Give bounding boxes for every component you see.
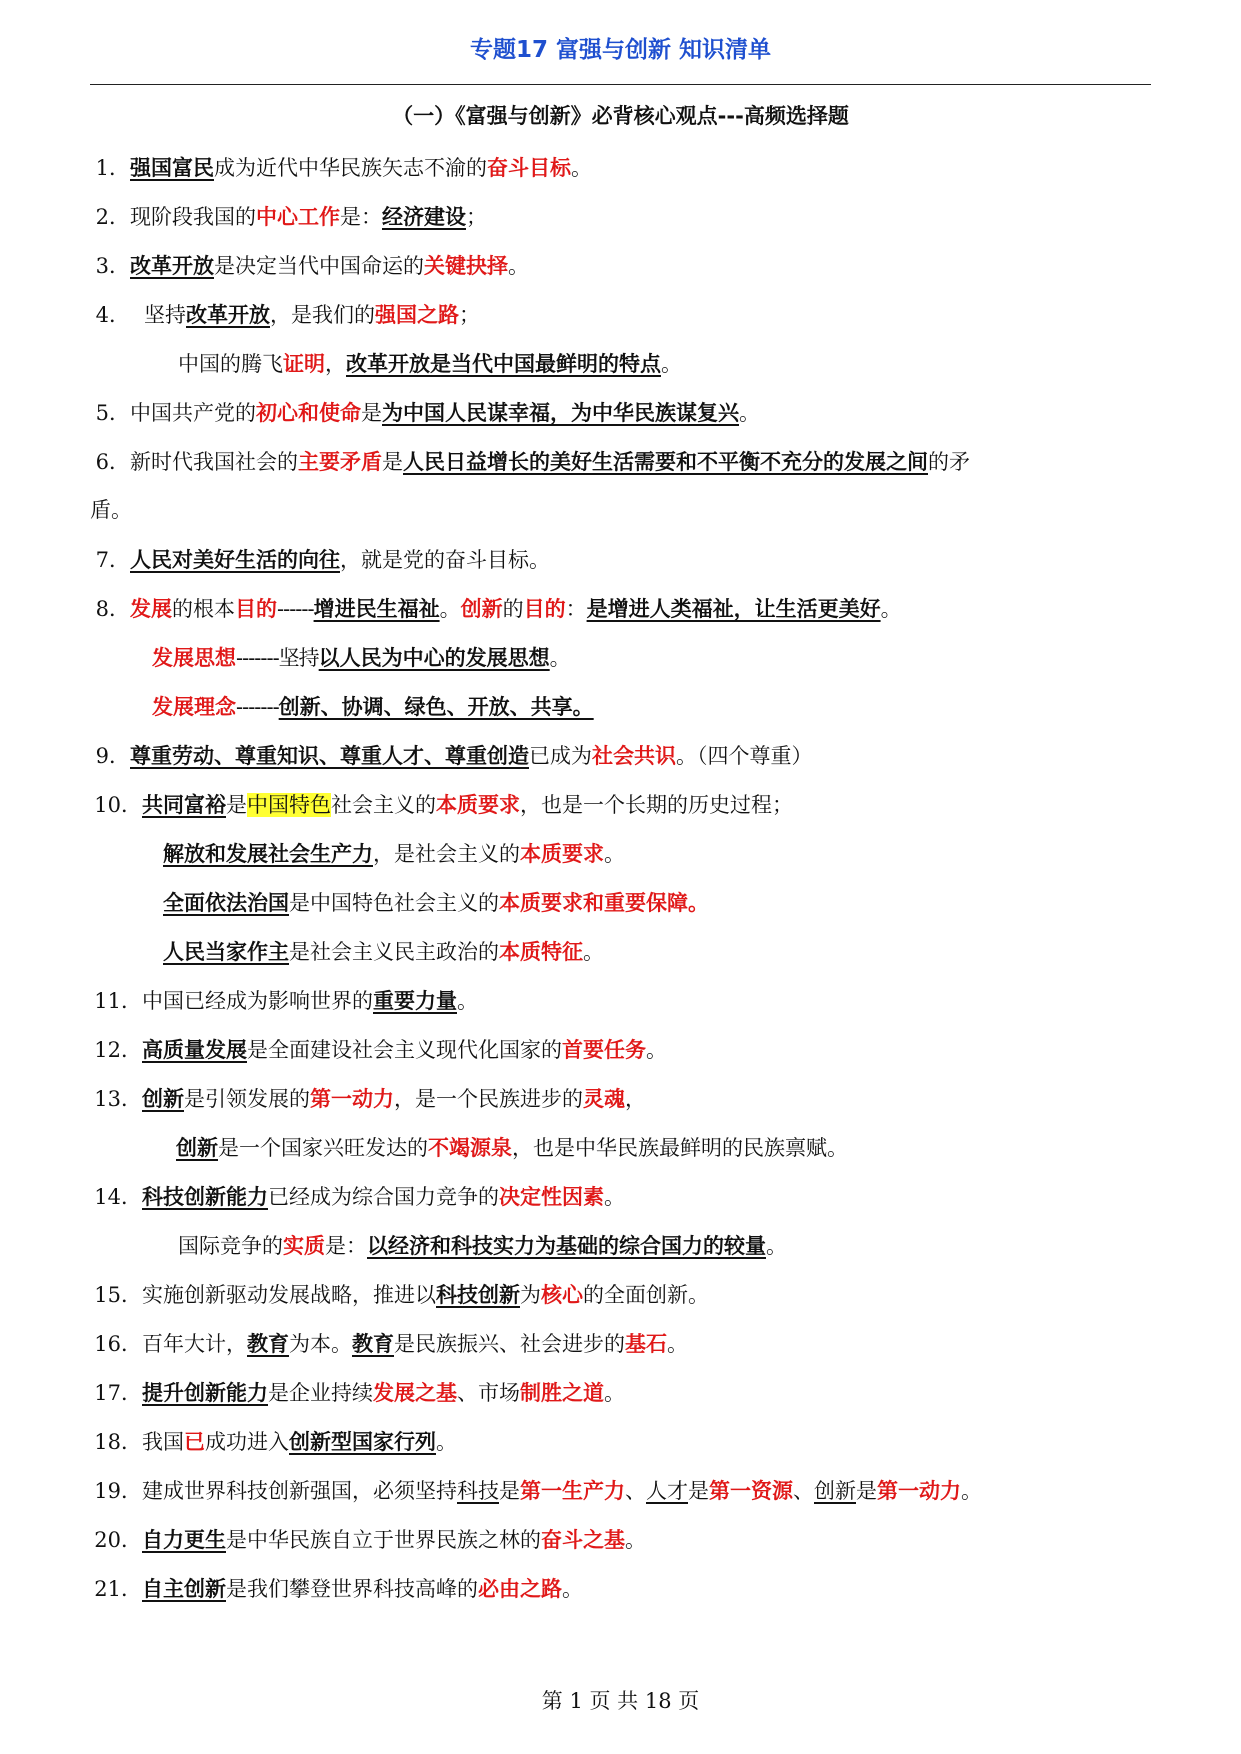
- key-term-red: 基石: [625, 1331, 667, 1356]
- list-item: [0, 437, 1241, 486]
- item-number: 17．: [94, 1381, 142, 1405]
- key-term: 强国富民: [130, 155, 214, 180]
- key-term-red: 强国之路: [375, 302, 459, 327]
- text-run: 中国共产党的: [130, 401, 256, 425]
- key-term: 以经济和科技实力为基础的综合国力的较量: [367, 1233, 766, 1258]
- text-run: 。: [766, 1234, 787, 1258]
- item-number: 11．: [94, 989, 142, 1013]
- key-term-red: 初心和使命: [256, 400, 361, 425]
- text-run: 的根本: [172, 597, 235, 621]
- text-run: 中国已经成为影响世界的: [142, 989, 373, 1013]
- key-term: 科技: [457, 1479, 499, 1503]
- key-term-red: 发展理念: [152, 694, 236, 719]
- list-item: [0, 1172, 1241, 1221]
- key-term-red: 创新: [460, 596, 503, 621]
- text-run: 。: [646, 1038, 667, 1062]
- text-run: 。: [604, 1381, 625, 1405]
- page-header: [90, 30, 1151, 85]
- list-item: [0, 1515, 1241, 1564]
- text-run: -------坚持: [236, 646, 319, 670]
- item-number: 9．: [95, 744, 130, 768]
- item-number: 18．: [94, 1430, 142, 1454]
- list-item: [0, 290, 1241, 339]
- text-run: 社会主义的: [331, 793, 436, 817]
- key-term: 改革开放是当代中国最鲜明的特点: [346, 351, 661, 376]
- text-run: 的: [502, 597, 524, 621]
- list-item-continuation: [0, 829, 1241, 878]
- text-run: 是社会主义民主政治的: [289, 940, 499, 964]
- text-run: ；: [466, 205, 487, 229]
- key-term: 人才: [646, 1479, 688, 1503]
- text-run: 盾。: [90, 498, 132, 522]
- text-run: 是: [226, 793, 247, 817]
- list-item-continuation: [0, 878, 1241, 927]
- text-run: 是民族振兴、社会进步的: [394, 1332, 625, 1356]
- text-run: -------: [236, 695, 279, 719]
- text-run: 是: [499, 1479, 520, 1503]
- key-term: 创新: [176, 1135, 218, 1160]
- text-run: 是一个国家兴旺发达的: [218, 1136, 428, 1160]
- text-run: 是企业持续: [268, 1381, 373, 1405]
- text-run: 的全面创新。: [583, 1283, 709, 1307]
- key-term: 解放和发展社会生产力: [163, 841, 373, 866]
- text-run: 。（四个尊重）: [676, 744, 813, 768]
- text-run: 为: [520, 1283, 541, 1307]
- key-term: 高质量发展: [142, 1037, 247, 1062]
- key-term: 全面依法治国: [163, 890, 289, 915]
- text-run: 。: [562, 1577, 583, 1601]
- list-item: [0, 976, 1241, 1025]
- key-term: 为中国人民谋幸福，为中华民族谋复兴: [382, 400, 739, 425]
- text-run: 是: [856, 1479, 877, 1503]
- item-number: 4．: [95, 303, 130, 327]
- text-run: 实施创新驱动发展战略，推进以: [142, 1283, 436, 1307]
- text-run: 百年大计，: [142, 1332, 247, 1356]
- text-run: 成为近代中华民族矢志不渝的: [214, 156, 487, 180]
- key-term-red: 社会共识: [592, 743, 676, 768]
- key-term: 自力更生: [142, 1527, 226, 1552]
- key-term: 改革开放: [186, 302, 270, 327]
- text-run: 。: [436, 1430, 457, 1454]
- text-run: 是: [382, 450, 403, 474]
- text-run: 的矛: [928, 450, 970, 474]
- item-number: 20．: [94, 1528, 142, 1552]
- text-run: 是我们攀登世界科技高峰的: [226, 1577, 478, 1601]
- text-run: 。: [439, 597, 461, 621]
- list-item: [0, 535, 1241, 584]
- key-term: 是增进人类福祉，让生活更美好: [586, 596, 881, 621]
- text-run: 成功进入: [205, 1430, 289, 1454]
- key-term-red: 发展思想: [152, 645, 236, 670]
- text-run: 是全面建设社会主义现代化国家的: [247, 1038, 562, 1062]
- text-run: ，就是党的奋斗目标。: [340, 548, 550, 572]
- text-run: 我国: [142, 1430, 184, 1454]
- key-term: 人民对美好生活的向往: [130, 547, 340, 572]
- key-term-red: 第一动力: [310, 1086, 394, 1111]
- text-run: ，也是一个长期的历史过程；: [520, 793, 793, 817]
- section-title: （一）《富强与创新》必背核心观点---高频选择题: [392, 104, 849, 128]
- key-term: 提升创新能力: [142, 1380, 268, 1405]
- list-item-continuation: [0, 486, 1241, 535]
- text-run: 国际竞争的: [178, 1234, 283, 1258]
- text-run: 为本。: [289, 1332, 352, 1356]
- text-run: 。: [571, 156, 592, 180]
- list-item: [0, 1417, 1241, 1466]
- key-term-red: 奋斗目标: [487, 155, 571, 180]
- key-term-red: 本质特征: [499, 939, 583, 964]
- text-run: 。: [508, 254, 529, 278]
- key-term: 科技创新能力: [142, 1184, 268, 1209]
- text-run: 是：: [340, 205, 382, 229]
- text-run: 新时代我国社会的: [130, 450, 298, 474]
- item-number: 5．: [95, 401, 130, 425]
- text-run: 。: [549, 646, 571, 670]
- key-term-red: 决定性因素: [499, 1184, 604, 1209]
- key-term-red: 首要任务: [562, 1037, 646, 1062]
- text-run: 。: [661, 352, 682, 376]
- key-term: 教育: [352, 1331, 394, 1356]
- key-term-red: 目的: [235, 596, 277, 621]
- key-term-red: 实质: [283, 1233, 325, 1258]
- text-run: 是中华民族自立于世界民族之林的: [226, 1528, 541, 1552]
- list-item: [0, 1368, 1241, 1417]
- text-run: ；: [459, 303, 480, 327]
- text-run: 。: [739, 401, 760, 425]
- key-term-red: 主要矛盾: [298, 449, 382, 474]
- item-number: 6．: [95, 450, 130, 474]
- list-item: [0, 1564, 1241, 1613]
- item-number: 19．: [94, 1479, 142, 1503]
- text-run: 、市场: [457, 1381, 520, 1405]
- text-run: 坚持: [144, 303, 186, 327]
- list-item: [0, 388, 1241, 437]
- key-term-red: 本质要求: [436, 792, 520, 817]
- text-run: 、: [625, 1479, 646, 1503]
- document-title: 专题17 富强与创新 知识清单: [469, 37, 772, 63]
- text-run: 、: [793, 1479, 814, 1503]
- text-run: 。: [880, 597, 902, 621]
- list-item-continuation: [0, 339, 1241, 388]
- key-term: 人民当家作主: [163, 939, 289, 964]
- key-term-red: 发展: [130, 596, 172, 621]
- text-run: ------: [277, 597, 314, 621]
- text-run: 是决定当代中国命运的: [214, 254, 424, 278]
- text-run: ，是我们的: [270, 303, 375, 327]
- item-number: 14．: [94, 1185, 142, 1209]
- key-term: 重要力量: [373, 988, 457, 1013]
- key-term-red: 已: [184, 1429, 205, 1454]
- highlighted-term: 中国特色: [247, 793, 331, 817]
- item-number: 21．: [94, 1577, 142, 1601]
- key-term: 教育: [247, 1331, 289, 1356]
- list-item: [0, 1466, 1241, 1515]
- text-run: 现阶段我国的: [130, 205, 256, 229]
- key-term: 创新: [142, 1086, 184, 1111]
- text-run: 。: [625, 1528, 646, 1552]
- text-run: 中国的腾飞: [178, 352, 283, 376]
- list-item: [0, 1270, 1241, 1319]
- text-run: 是: [688, 1479, 709, 1503]
- text-run: ，是一个民族进步的: [394, 1087, 583, 1111]
- list-item-continuation: [0, 633, 1241, 682]
- text-run: 是中国特色社会主义的: [289, 891, 499, 915]
- text-run: 已经成为综合国力竞争的: [268, 1185, 499, 1209]
- list-item: [0, 1319, 1241, 1368]
- item-number: 3．: [95, 254, 130, 278]
- text-run: ，: [325, 352, 346, 376]
- item-number: 12．: [94, 1038, 142, 1062]
- list-item-continuation: [0, 682, 1241, 731]
- text-run: 是：: [325, 1234, 367, 1258]
- text-run: 是引领发展的: [184, 1087, 310, 1111]
- list-item: [0, 731, 1241, 780]
- knowledge-list: [0, 143, 1241, 1613]
- key-term-red: 关键抉择: [424, 253, 508, 278]
- key-term-red: 目的: [523, 596, 566, 621]
- key-term: 经济建设: [382, 204, 466, 229]
- key-term: 创新型国家行列: [289, 1429, 436, 1454]
- item-number: 15．: [94, 1283, 142, 1307]
- list-item-continuation: [0, 1123, 1241, 1172]
- key-term-red: 不竭源泉: [428, 1135, 512, 1160]
- item-number: 13．: [94, 1087, 142, 1111]
- text-run: 。: [961, 1479, 982, 1503]
- key-term: 自主创新: [142, 1576, 226, 1601]
- text-run: 。: [457, 989, 478, 1013]
- list-item: [0, 1074, 1241, 1123]
- list-item: [0, 143, 1241, 192]
- key-term-red: 必由之路: [478, 1576, 562, 1601]
- key-term-red: 第一资源: [709, 1478, 793, 1503]
- key-term-red: 中心工作: [256, 204, 340, 229]
- item-number: 10．: [94, 793, 142, 817]
- page-number: 第 1 页 共 18 页: [541, 1689, 700, 1713]
- text-run: 建成世界科技创新强国，必须坚持: [142, 1479, 457, 1503]
- key-term-red: 本质要求: [520, 841, 604, 866]
- key-term-red: 证明: [283, 351, 325, 376]
- key-term: 创新、协调、绿色、开放、共享。: [278, 694, 594, 719]
- text-run: ：: [565, 597, 587, 621]
- key-term: 共同富裕: [142, 792, 226, 817]
- text-run: 。: [604, 842, 625, 866]
- item-number: 16．: [94, 1332, 142, 1356]
- list-item-continuation: [0, 927, 1241, 976]
- key-term-red: 灵魂: [583, 1086, 625, 1111]
- key-term-red: 奋斗之基: [541, 1527, 625, 1552]
- key-term-red: 制胜之道: [520, 1380, 604, 1405]
- item-number: 8．: [95, 597, 130, 621]
- key-term: 创新: [814, 1479, 856, 1503]
- text-run: 。: [583, 940, 604, 964]
- text-run: 。: [604, 1185, 625, 1209]
- item-number: 7．: [95, 548, 130, 572]
- key-term: 以人民为中心的发展思想: [318, 645, 550, 670]
- list-item: [0, 780, 1241, 829]
- list-item: [0, 192, 1241, 241]
- key-term-red: 核心: [541, 1282, 583, 1307]
- text-run: 已成为: [529, 744, 592, 768]
- key-term: 尊重劳动、尊重知识、尊重人才、尊重创造: [130, 743, 529, 768]
- list-item-continuation: [0, 1221, 1241, 1270]
- key-term: 科技创新: [436, 1282, 520, 1307]
- key-term: 增进民生福祉: [313, 596, 440, 621]
- key-term: 改革开放: [130, 253, 214, 278]
- list-item: [0, 584, 1241, 633]
- item-number: 2．: [95, 205, 130, 229]
- text-run: 是: [361, 401, 382, 425]
- item-number: 1．: [95, 156, 130, 180]
- key-term-red: 第一生产力: [520, 1478, 625, 1503]
- text-run: 。: [667, 1332, 688, 1356]
- list-item: [0, 241, 1241, 290]
- text-run: ，也是中华民族最鲜明的民族禀赋。: [512, 1136, 848, 1160]
- key-term-red: 发展之基: [373, 1380, 457, 1405]
- text-run: ，是社会主义的: [373, 842, 520, 866]
- key-term-red: 本质要求和重要保障。: [499, 890, 709, 915]
- key-term: 人民日益增长的美好生活需要和不平衡不充分的发展之间: [403, 449, 928, 474]
- text-run: ，: [625, 1087, 646, 1111]
- key-term-red: 第一动力: [877, 1478, 961, 1503]
- list-item: [0, 1025, 1241, 1074]
